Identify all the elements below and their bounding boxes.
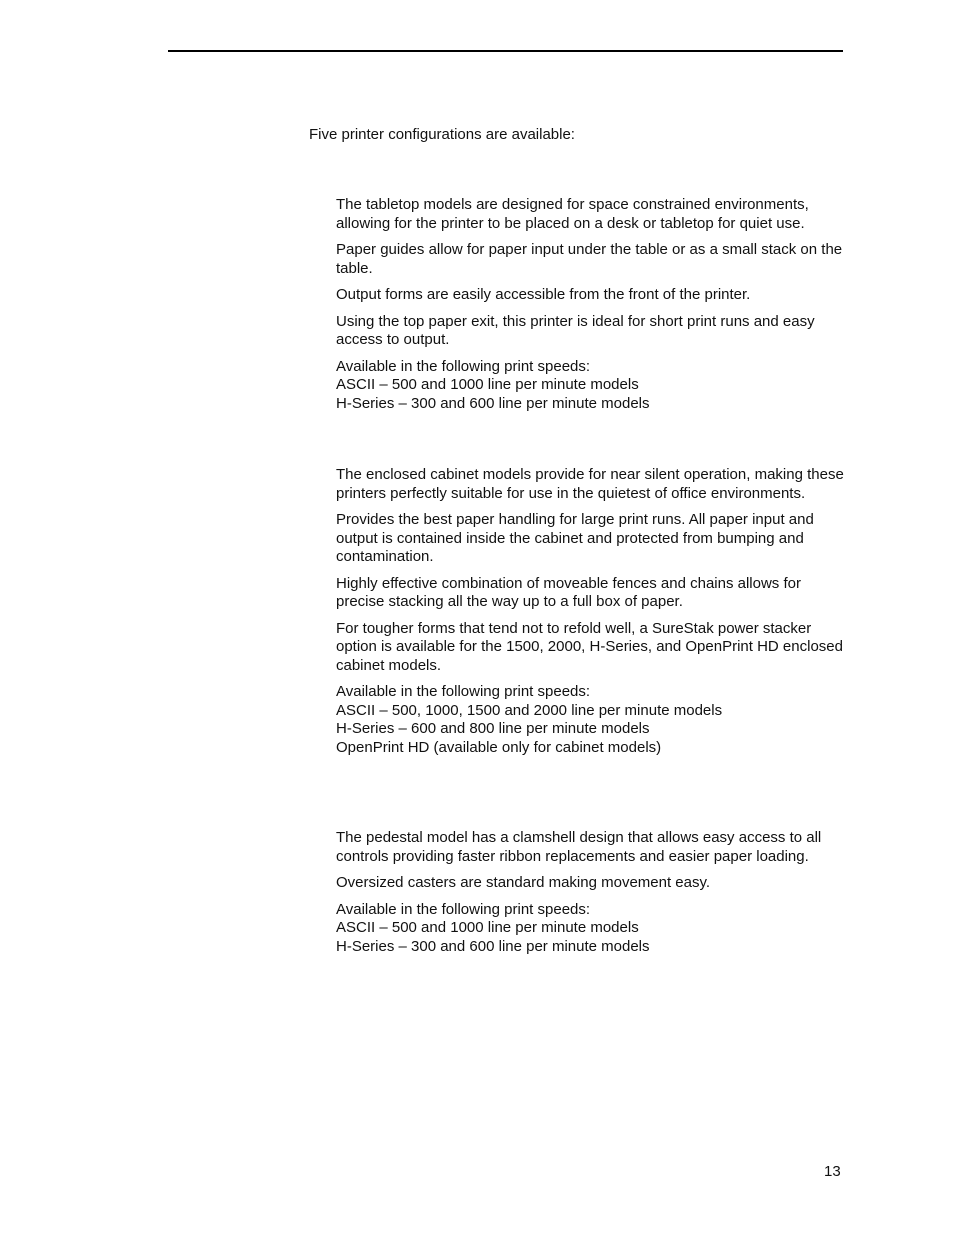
- pedestal-speed-hseries: H-Series – 300 and 600 line per minute models: [336, 937, 650, 955]
- pedestal-speed-ascii: ASCII – 500 and 1000 line per minute models: [336, 919, 639, 936]
- header-rule: [168, 50, 843, 52]
- cabinet-speed-hseries: H-Series – 600 and 800 line per minute models: [336, 720, 650, 737]
- tabletop-speed-ascii: ASCII – 500 and 1000 line per minute models: [336, 376, 639, 393]
- page-number: 13: [824, 1163, 841, 1180]
- cabinet-speeds-heading: Available in the following print speeds:: [336, 683, 591, 700]
- cabinet-paragraph-2: Provides the best paper handling for large print runs. All paper input and output is contained inside the cabinet and protected from bumping and contamination.: [336, 511, 814, 565]
- tabletop-speeds: [336, 358, 844, 414]
- cabinet-speeds: [336, 683, 844, 757]
- tabletop-paragraph-1: The tabletop models are designed for space constrained environments, allowing for the printer to be placed on a desk or tabletop for quiet use.: [336, 196, 809, 232]
- section-tabletop: [336, 196, 844, 421]
- pedestal-paragraph-1: The pedestal model has a clamshell design that allows easy access to all controls providing faster ribbon replacements and easier paper loading.: [336, 829, 822, 865]
- section-pedestal: [336, 829, 844, 964]
- cabinet-paragraph-1: The enclosed cabinet models provide for near silent operation, making these printers perfectly suitable for use in the quietest of office environments.: [336, 466, 844, 502]
- tabletop-speed-hseries: H-Series – 300 and 600 line per minute models: [336, 394, 650, 412]
- intro-text: Five printer configurations are available:: [309, 126, 575, 143]
- tabletop-paragraph-3: Output forms are easily accessible from the front of the printer.: [336, 286, 751, 303]
- tabletop-paragraph-2: Paper guides allow for paper input under the table or as a small stack on the table.: [336, 241, 843, 277]
- pedestal-speeds: [336, 901, 844, 957]
- section-cabinet: [336, 466, 844, 765]
- cabinet-paragraph-4: For tougher forms that tend not to refold well, a SureStak power stacker option is available for the 1500, 2000, H-Series, and OpenPrint HD enclosed cabinet models.: [336, 619, 843, 674]
- pedestal-paragraph-2: Oversized casters are standard making movement easy.: [336, 874, 711, 891]
- tabletop-paragraph-4: Using the top paper exit, this printer is ideal for short print runs and easy access to output.: [336, 312, 815, 348]
- cabinet-speed-openprint: OpenPrint HD (available only for cabinet models): [336, 738, 662, 756]
- cabinet-speed-ascii: ASCII – 500, 1000, 1500 and 2000 line per minute models: [336, 701, 723, 719]
- cabinet-paragraph-3: Highly effective combination of moveable fences and chains allows for precise stacking all the way up to a full box of paper.: [336, 574, 801, 610]
- pedestal-speeds-heading: Available in the following print speeds:: [336, 900, 591, 918]
- tabletop-speeds-heading: Available in the following print speeds:: [336, 357, 591, 375]
